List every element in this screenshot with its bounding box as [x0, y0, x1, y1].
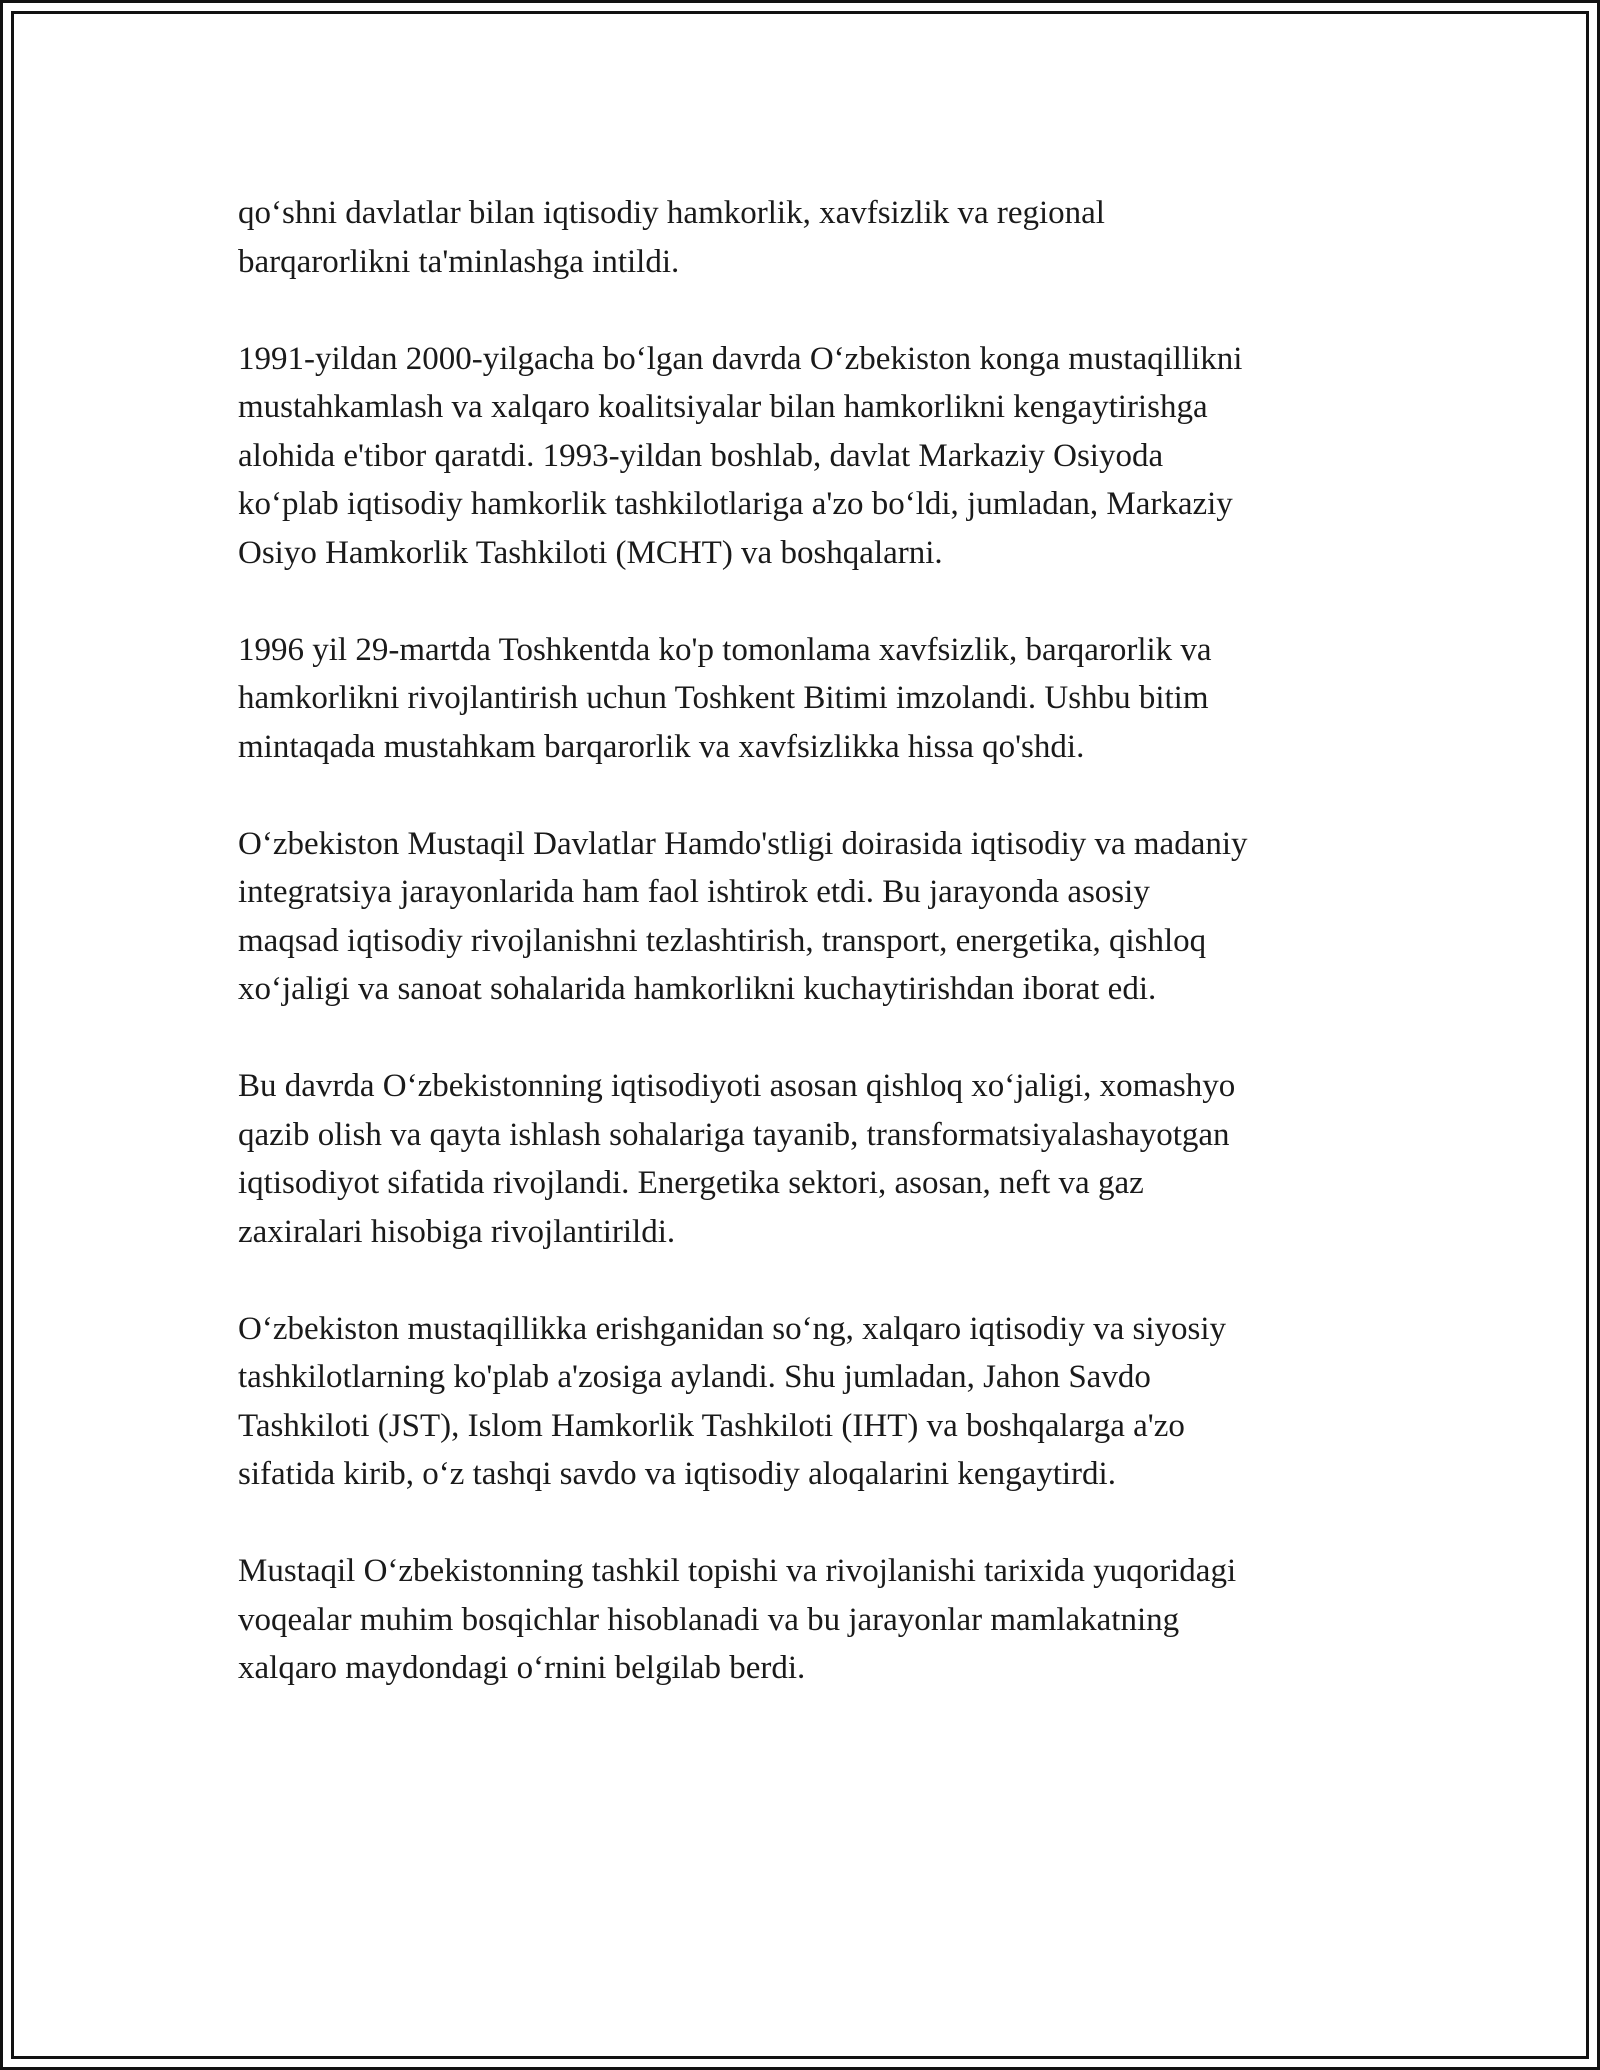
paragraph-2: 1991-yildan 2000-yilgacha bo‘lgan davrda O‘zbekiston konga mustaqillikni mustahkamlash va xalqaro koalitsiyalar bilan hamkorlikni kengaytirishga alohida e'tibor qaratdi. 1993-yildan boshlab, davlat Markaziy Osiyoda ko‘plab iqtisodiy hamkorlik tashkilotlariga a'zo bo‘ldi, jumladan, Markaziy Osiyo Hamkorlik Tashkiloti (MCHT) va boshqalarni. [238, 340, 1243, 571]
paragraph-4: O‘zbekiston Mustaqil Davlatlar Hamdo'stligi doirasida iqtisodiy va madaniy integratsiya jarayonlarida ham faol ishtirok etdi. Bu jarayonda asosiy maqsad iqtisodiy rivojlanishni tezlashtirish, transport, energetika, qishloq xo‘jaligi va sanoat sohalarida hamkorlikni kuchaytirishdan iborat edi. [238, 825, 1248, 1007]
paragraph-1: qo‘shni davlatlar bilan iqtisodiy hamkorlik, xavfsizlik va regional barqarorlikni ta'minlashga intildi. [238, 195, 1105, 280]
paragraph-3: 1996 yil 29-martda Toshkentda ko'p tomonlama xavfsizlik, barqarorlik va hamkorlikni rivojlantirish uchun Toshkent Bitimi imzolandi. Ushbu bitim mintaqada mustahkam barqarorlik va xavfsizlikka hissa qo'shdi. [238, 631, 1212, 765]
paragraph-6: O‘zbekiston mustaqillikka erishganidan so‘ng, xalqaro iqtisodiy va siyosiy tashkilotlarning ko'plab a'zosiga aylandi. Shu jumladan, Jahon Savdo Tashkiloti (JST), Islom Hamkorlik Tashkiloti (IHT) va boshqalarga a'zo sifatida kirib, o‘z tashqi savdo va iqtisodiy aloqalarini kengaytirdi. [238, 1310, 1227, 1492]
document-body [238, 189, 1403, 1693]
paragraph-5: Bu davrda O‘zbekistonning iqtisodiyoti asosan qishloq xo‘jaligi, xomashyo qazib olish va qayta ishlash sohalariga tayanib, transformatsiyalashayotgan iqtisodiyot sifatida rivojlandi. Energetika sektori, asosan, neft va gaz zaxiralari hisobiga rivojlantirildi. [238, 1068, 1236, 1250]
paragraph-7: Mustaqil O‘zbekistonning tashkil topishi va rivojlanishi tarixida yuqoridagi voqealar muhim bosqichlar hisoblanadi va bu jarayonlar mamlakatning xalqaro maydondagi o‘rnini belgilab berdi. [238, 1553, 1237, 1686]
